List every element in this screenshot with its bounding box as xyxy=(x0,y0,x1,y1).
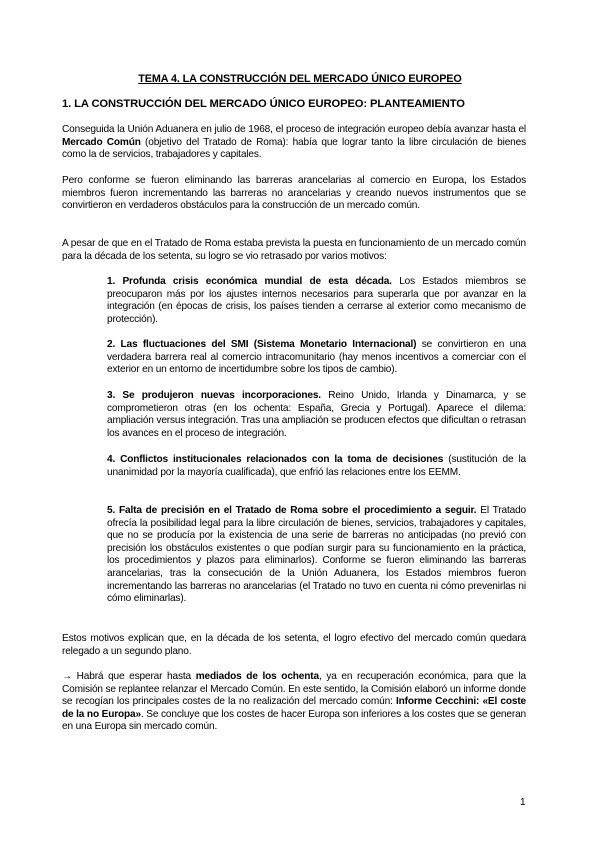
paragraph-intro: Conseguida la Unión Aduanera en julio de 1968, el proceso de integración europeo debía avanzar hasta el Mercado Común (objetivo del Tratado de Roma): había que lograr tanto la libre circulación de bienes como la de servicios, trabajadores y capitales. xyxy=(62,124,527,161)
motive-item: 1. Profunda crisis económica mundial de esta década. Los Estados miembros se preocuparon más por los ajustes internos necesarios para superarla que por avanzar en la integración (en épocas de crisis, los países tienden a cerrarse al exterior como mecanismo de protección). xyxy=(107,276,526,325)
paragraph-relaunch: → Habrá que esperar hasta mediados de los ochenta, ya en recuperación económica, para que la Comisión se replantee relanzar el Mercado Común. En este sentido, la Comisión elaboró un informe donde se recogían los principales costes de la no realización del mercado común: Informe Cecchini: «El coste de la no Europa». Se concluye que los costes de hacer Europa son inferiores a los costes que se generan en una Europa sin mercado común. xyxy=(62,671,527,733)
motive-item: 3. Se produjeron nuevas incorporaciones. Reino Unido, Irlanda y Dinamarca, y se comprometieron otras (en los ochenta: España, Grecia y Portugal). Aparece el dilema: ampliación versus integración. Tras una ampliación se producen efectos que dificultan o retrasan los avances en el proceso de integración. xyxy=(107,390,526,439)
highlight-term: Mercado Común xyxy=(62,136,141,148)
paragraph-conclusion: Estos motivos explican que, en la década de los setenta, el logro efectivo del mercado común quedara relegado a un segundo plano. xyxy=(62,633,526,657)
paragraph-barriers: Pero conforme se fueron eliminando las barreras arancelarias al comercio en Europa, los Estados miembros fueron incrementando las barreras no arancelarias y creando nuevos instrumentos que se convirtieron en verdaderos obstáculos para la construcción de un mercado común. xyxy=(62,175,526,212)
motive-item: 2. Las fluctuaciones del SMI (Sistema Monetario Internacional) se convirtieron en una verdadera barrera real al comercio intracomunitario (hay menos incentivos a comerciar con el exterior en un entorno de incertidumbre sobre los tipos de cambio). xyxy=(107,339,527,376)
page-number: 1 xyxy=(520,797,526,808)
report-title: Informe Cecchini: «El coste de la no Europa» xyxy=(62,696,526,720)
motive-item: 5. Falta de precisión en el Tratado de Roma sobre el procedimiento a seguir. El Tratado ofrecía la posibilidad legal para la libre circulación de bienes, servicios, trabajadores y capitales, que no se producía por la existencia de una serie de barreras no anticipadas (no previó con precisión los obstáculos existentes o que podían surgir para su funcionamiento en la práctica, los procedimientos y plazos para eliminarlos). Conforme se fueron eliminando las barreras arancelarias, tras la consecución de la Unión Aduanera, los Estados miembros fueron incrementando las barreras no arancelarias (el Tratado no tuvo en cuenta ni cómo prevenirlas ni cómo eliminarlas). xyxy=(107,505,526,605)
document-title: TEMA 4. LA CONSTRUCCIÓN DEL MERCADO ÚNICO EUROPEO xyxy=(138,73,462,85)
paragraph-motives-intro: A pesar de que en el Tratado de Roma estaba prevista la puesta en funcionamiento de un mercado común para la década de los setenta, su logro se vio retrasado por varios motivos: xyxy=(62,238,526,262)
section-heading: 1. LA CONSTRUCCIÓN DEL MERCADO ÚNICO EUROPEO: PLANTEAMIENTO xyxy=(62,98,465,110)
motive-item: 4. Conflictos institucionales relacionados con la toma de decisiones (sustitución de la unanimidad por la mayoría cualificada), que enfrió las relaciones entre los EEMM. xyxy=(107,454,527,478)
